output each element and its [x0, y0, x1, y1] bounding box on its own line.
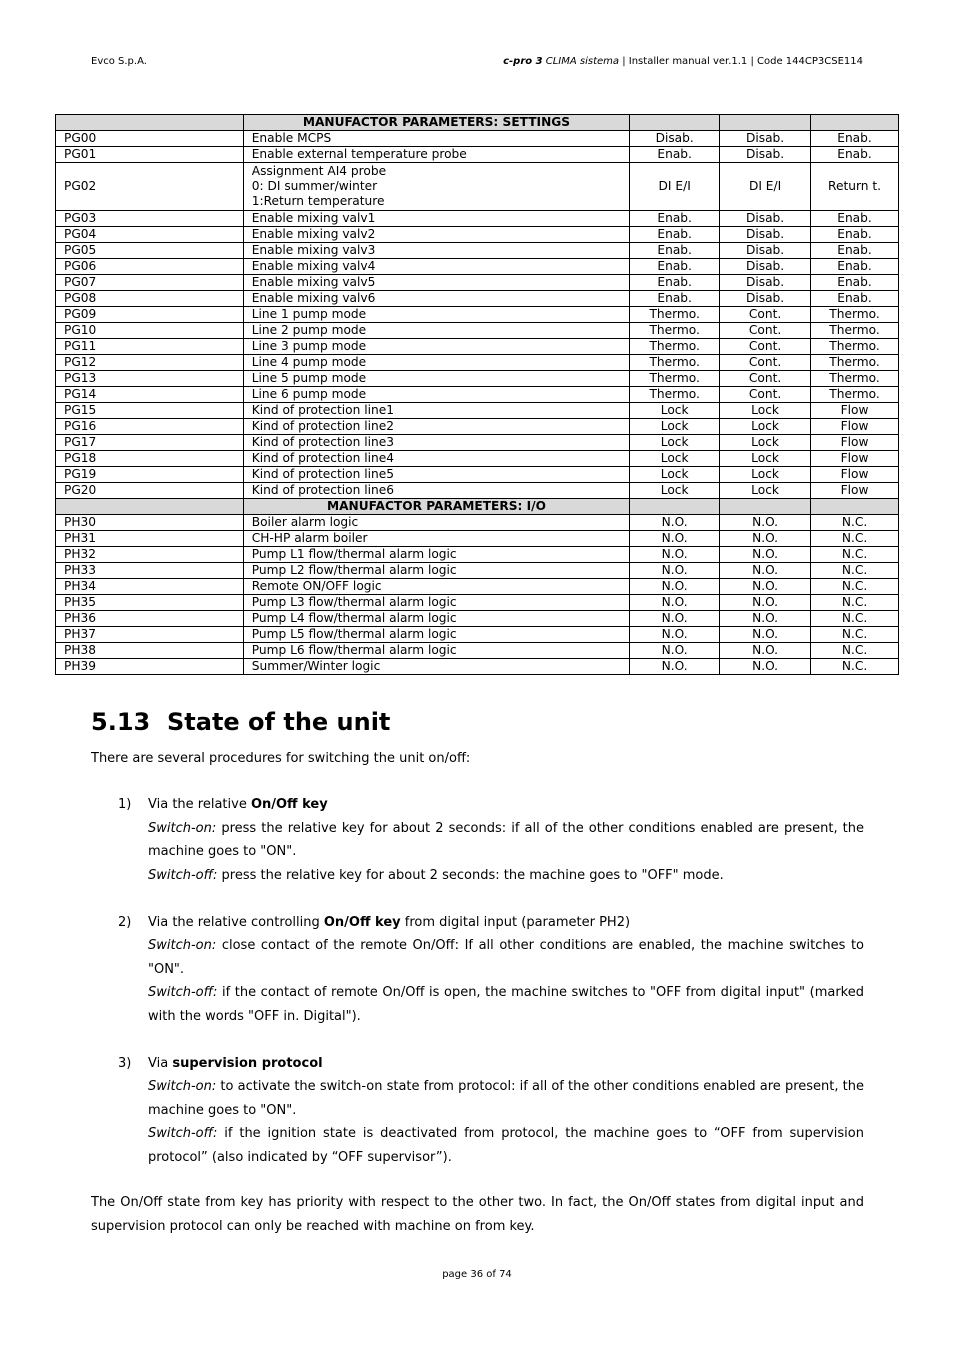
settings-section-title: MANUFACTOR PARAMETERS: SETTINGS — [243, 115, 629, 131]
param-value-b: N.O. — [720, 531, 811, 547]
header-manual-code: | Installer manual ver.1.1 | Code 144CP3CSE114 — [619, 56, 863, 67]
procedure-heading-bold: On/Off key — [250, 797, 328, 812]
param-value-c: Thermo. — [811, 387, 899, 403]
param-value-c: Thermo. — [811, 371, 899, 387]
table-row — [56, 563, 899, 579]
param-value-a: Lock — [630, 403, 720, 419]
table-row — [56, 275, 899, 291]
param-description: Kind of protection line5 — [243, 467, 629, 483]
switch-off-description — [91, 864, 864, 888]
table-row — [56, 307, 899, 323]
param-value-a: Disab. — [630, 131, 720, 147]
table-row — [56, 227, 899, 243]
param-code: PG07 — [56, 275, 244, 291]
param-value-a: DI E/I — [630, 163, 720, 211]
param-code: PH36 — [56, 611, 244, 627]
param-value-c: N.C. — [811, 643, 899, 659]
table-row — [56, 579, 899, 595]
param-value-c: Flow — [811, 467, 899, 483]
io-section-header — [56, 499, 899, 515]
param-value-c: N.C. — [811, 515, 899, 531]
param-description: Pump L5 flow/thermal alarm logic — [243, 627, 629, 643]
switch-off-text: if the ignition state is deactivated from protocol, the machine goes to “OFF from supervision protocol” (also indicated by “OFF supervisor”). — [148, 1126, 864, 1165]
switch-on-label: Switch-on: — [148, 938, 217, 953]
param-value-b: N.O. — [720, 627, 811, 643]
procedure-item — [91, 911, 864, 1029]
param-code: PH37 — [56, 627, 244, 643]
param-code: PG05 — [56, 243, 244, 259]
table-row — [56, 371, 899, 387]
param-description: Pump L6 flow/thermal alarm logic — [243, 643, 629, 659]
param-value-b: DI E/I — [720, 163, 811, 211]
procedure-item — [91, 1052, 864, 1170]
param-value-b: Lock — [720, 419, 811, 435]
table-row — [56, 339, 899, 355]
param-value-a: Lock — [630, 467, 720, 483]
param-value-a: Thermo. — [630, 339, 720, 355]
param-value-b: Cont. — [720, 371, 811, 387]
section-number: 5.13 — [91, 708, 151, 736]
param-description: Line 2 pump mode — [243, 323, 629, 339]
switch-on-text: to activate the switch-on state from protocol: if all of the other conditions enabled are present, the machine goes to "ON". — [148, 1079, 864, 1118]
param-description: Pump L4 flow/thermal alarm logic — [243, 611, 629, 627]
param-description: Line 6 pump mode — [243, 387, 629, 403]
param-code: PH34 — [56, 579, 244, 595]
param-value-b: N.O. — [720, 579, 811, 595]
section-title: State of the unit — [167, 708, 391, 736]
param-value-c: N.C. — [811, 563, 899, 579]
param-value-a: Enab. — [630, 275, 720, 291]
param-value-c: Enab. — [811, 259, 899, 275]
param-value-a: Lock — [630, 483, 720, 499]
param-description: Boiler alarm logic — [243, 515, 629, 531]
param-value-a: Enab. — [630, 259, 720, 275]
header-company: Evco S.p.A. — [91, 56, 147, 67]
param-value-a: N.O. — [630, 611, 720, 627]
param-description: Enable mixing valv3 — [243, 243, 629, 259]
param-code: PG15 — [56, 403, 244, 419]
switch-on-text: close contact of the remote On/Off: If all other conditions are enabled, the machine switches to "ON". — [148, 938, 864, 977]
switch-off-label: Switch-off: — [148, 985, 218, 1000]
param-value-a: Enab. — [630, 147, 720, 163]
procedure-heading-text: Via — [148, 1055, 173, 1071]
switch-off-text: press the relative key for about 2 seconds: the machine goes to "OFF" mode. — [217, 867, 724, 883]
param-code: PG03 — [56, 211, 244, 227]
param-value-c: Enab. — [811, 275, 899, 291]
param-value-c: Enab. — [811, 147, 899, 163]
param-code: PG04 — [56, 227, 244, 243]
table-row — [56, 323, 899, 339]
param-value-a: N.O. — [630, 643, 720, 659]
param-value-c: N.C. — [811, 659, 899, 675]
table-row — [56, 147, 899, 163]
param-value-c: Enab. — [811, 131, 899, 147]
param-code: PG12 — [56, 355, 244, 371]
table-row — [56, 643, 899, 659]
param-code: PG10 — [56, 323, 244, 339]
param-value-b: N.O. — [720, 659, 811, 675]
manufacturer-parameters-table — [55, 114, 899, 675]
procedure-heading-text: Via the relative controlling — [148, 914, 324, 930]
param-value-a: Enab. — [630, 243, 720, 259]
page-number: page 36 of 74 — [442, 1269, 512, 1280]
section-heading — [91, 708, 390, 736]
param-description: Line 1 pump mode — [243, 307, 629, 323]
param-description — [243, 163, 629, 211]
param-code: PH35 — [56, 595, 244, 611]
param-description: Kind of protection line6 — [243, 483, 629, 499]
param-value-c: N.C. — [811, 611, 899, 627]
switch-off-description — [91, 981, 864, 1028]
param-value-a: Enab. — [630, 227, 720, 243]
switch-on-label: Switch-on: — [148, 820, 217, 836]
param-value-a: N.O. — [630, 563, 720, 579]
param-description: Enable mixing valv2 — [243, 227, 629, 243]
param-value-b: Disab. — [720, 131, 811, 147]
param-value-c: Thermo. — [811, 323, 899, 339]
param-value-c: N.C. — [811, 531, 899, 547]
param-code: PG11 — [56, 339, 244, 355]
param-code: PH31 — [56, 531, 244, 547]
procedure-item — [91, 793, 864, 887]
table-row — [56, 595, 899, 611]
param-code: PG16 — [56, 419, 244, 435]
param-code: PG19 — [56, 467, 244, 483]
table-row — [56, 131, 899, 147]
param-value-b: Lock — [720, 451, 811, 467]
param-description-line: 1:Return temperature — [251, 194, 385, 208]
param-code: PG18 — [56, 451, 244, 467]
param-value-c: N.C. — [811, 595, 899, 611]
header-product-suffix: CLIMA sistema — [542, 56, 620, 67]
param-code: PH30 — [56, 515, 244, 531]
section-intro: There are several procedures for switching the unit on/off: — [91, 751, 471, 766]
param-description: Kind of protection line3 — [243, 435, 629, 451]
param-value-a: N.O. — [630, 547, 720, 563]
param-value-b: N.O. — [720, 595, 811, 611]
param-value-b: N.O. — [720, 611, 811, 627]
table-row — [56, 291, 899, 307]
param-code: PG06 — [56, 259, 244, 275]
param-description: Kind of protection line4 — [243, 451, 629, 467]
param-value-c: Enab. — [811, 211, 899, 227]
param-code: PG01 — [56, 147, 244, 163]
table-row — [56, 611, 899, 627]
table-row — [56, 451, 899, 467]
table-row — [56, 419, 899, 435]
table-row — [56, 355, 899, 371]
param-description: Summer/Winter logic — [243, 659, 629, 675]
procedure-heading — [91, 793, 864, 817]
param-value-a: N.O. — [630, 627, 720, 643]
param-description: Kind of protection line1 — [243, 403, 629, 419]
table-row — [56, 483, 899, 499]
param-value-b: Lock — [720, 483, 811, 499]
param-value-b: Disab. — [720, 227, 811, 243]
switch-on-label: Switch-on: — [148, 1079, 217, 1094]
param-description: Pump L3 flow/thermal alarm logic — [243, 595, 629, 611]
param-value-b: Cont. — [720, 339, 811, 355]
param-value-b: Lock — [720, 403, 811, 419]
procedure-heading — [91, 911, 864, 935]
param-value-c: N.C. — [811, 547, 899, 563]
switch-on-description — [91, 934, 864, 981]
param-value-b: N.O. — [720, 547, 811, 563]
param-description: Line 3 pump mode — [243, 339, 629, 355]
param-description: Enable mixing valv6 — [243, 291, 629, 307]
param-description: CH-HP alarm boiler — [243, 531, 629, 547]
header-product: c-pro 3 — [503, 56, 543, 67]
table-row — [56, 387, 899, 403]
param-code: PG13 — [56, 371, 244, 387]
switch-off-description — [91, 1122, 864, 1169]
param-value-c: Flow — [811, 403, 899, 419]
procedure-list — [91, 793, 864, 1193]
procedure-number: 3) — [118, 1055, 132, 1071]
param-value-b: Disab. — [720, 275, 811, 291]
table-row — [56, 259, 899, 275]
param-code: PG08 — [56, 291, 244, 307]
param-value-c: Thermo. — [811, 307, 899, 323]
table-row — [56, 467, 899, 483]
param-description: Enable mixing valv5 — [243, 275, 629, 291]
param-value-c: N.C. — [811, 627, 899, 643]
table-row — [56, 515, 899, 531]
settings-section-header — [56, 115, 899, 131]
param-value-b: N.O. — [720, 515, 811, 531]
param-value-a: N.O. — [630, 515, 720, 531]
param-code: PG14 — [56, 387, 244, 403]
param-value-c: Flow — [811, 451, 899, 467]
param-description: Kind of protection line2 — [243, 419, 629, 435]
param-description-line: Assignment AI4 probe — [251, 164, 387, 178]
param-value-a: Lock — [630, 451, 720, 467]
section-closing-paragraph: The On/Off state from key has priority with respect to the other two. In fact, the On/Off states from digital input and supervision protocol can only be reached with machine on from key. — [91, 1195, 864, 1234]
param-value-c: Enab. — [811, 291, 899, 307]
switch-off-label: Switch-off: — [148, 867, 218, 883]
param-value-a: Thermo. — [630, 307, 720, 323]
param-description: Enable MCPS — [243, 131, 629, 147]
procedure-heading-text: Via the relative — [148, 797, 251, 812]
param-description-line: 0: DI summer/winter — [251, 179, 378, 193]
table-row — [56, 531, 899, 547]
procedure-number: 2) — [118, 914, 132, 930]
param-code: PG17 — [56, 435, 244, 451]
param-value-b: Disab. — [720, 211, 811, 227]
param-value-c: Enab. — [811, 227, 899, 243]
param-value-a: Lock — [630, 435, 720, 451]
param-description: Enable external temperature probe — [243, 147, 629, 163]
param-code: PH33 — [56, 563, 244, 579]
table-row — [56, 435, 899, 451]
header-document-info — [503, 56, 863, 67]
param-value-a: N.O. — [630, 595, 720, 611]
param-code: PH39 — [56, 659, 244, 675]
param-code: PG20 — [56, 483, 244, 499]
param-description: Line 5 pump mode — [243, 371, 629, 387]
param-description: Pump L2 flow/thermal alarm logic — [243, 563, 629, 579]
param-value-c: N.C. — [811, 579, 899, 595]
param-value-a: N.O. — [630, 579, 720, 595]
param-code: PH32 — [56, 547, 244, 563]
param-value-a: Enab. — [630, 291, 720, 307]
param-value-b: Disab. — [720, 147, 811, 163]
table-row — [56, 243, 899, 259]
procedure-heading-suffix: from digital input (parameter PH2) — [400, 914, 631, 930]
param-code: PH38 — [56, 643, 244, 659]
param-description: Enable mixing valv4 — [243, 259, 629, 275]
param-value-b: Cont. — [720, 307, 811, 323]
param-code: PG00 — [56, 131, 244, 147]
io-section-title: MANUFACTOR PARAMETERS: I/O — [243, 499, 629, 515]
param-description: Line 4 pump mode — [243, 355, 629, 371]
table-row — [56, 403, 899, 419]
param-value-a: Enab. — [630, 211, 720, 227]
param-value-a: Thermo. — [630, 387, 720, 403]
param-value-a: Lock — [630, 419, 720, 435]
param-value-b: N.O. — [720, 563, 811, 579]
param-value-b: N.O. — [720, 643, 811, 659]
param-value-c: Thermo. — [811, 339, 899, 355]
param-description: Enable mixing valv1 — [243, 211, 629, 227]
param-code: PG02 — [56, 163, 244, 211]
param-value-a: N.O. — [630, 531, 720, 547]
param-value-c: Thermo. — [811, 355, 899, 371]
table-row — [56, 547, 899, 563]
switch-on-description — [91, 1075, 864, 1122]
param-value-b: Disab. — [720, 259, 811, 275]
table-row — [56, 627, 899, 643]
param-value-c: Enab. — [811, 243, 899, 259]
param-value-b: Cont. — [720, 355, 811, 371]
param-value-c: Flow — [811, 419, 899, 435]
switch-off-label: Switch-off: — [148, 1126, 218, 1141]
param-value-b: Cont. — [720, 387, 811, 403]
procedure-heading-bold: On/Off key — [323, 914, 401, 930]
param-code: PG09 — [56, 307, 244, 323]
param-value-b: Lock — [720, 467, 811, 483]
procedure-number: 1) — [118, 797, 132, 812]
param-value-c: Return t. — [811, 163, 899, 211]
param-value-c: Flow — [811, 483, 899, 499]
switch-on-text: press the relative key for about 2 seconds: if all of the other conditions enabled are present, the machine goes to "ON". — [148, 820, 864, 859]
switch-off-text: if the contact of remote On/Off is open, the machine switches to "OFF from digital input" (marked with the words "OFF in. Digital"). — [148, 985, 864, 1024]
param-description: Pump L1 flow/thermal alarm logic — [243, 547, 629, 563]
param-value-a: Thermo. — [630, 371, 720, 387]
param-value-b: Disab. — [720, 243, 811, 259]
param-value-a: Thermo. — [630, 323, 720, 339]
procedure-heading — [91, 1052, 864, 1076]
param-value-b: Lock — [720, 435, 811, 451]
table-row — [56, 163, 899, 211]
param-value-b: Disab. — [720, 291, 811, 307]
table-row — [56, 659, 899, 675]
param-value-b: Cont. — [720, 323, 811, 339]
param-value-c: Flow — [811, 435, 899, 451]
param-description: Remote ON/OFF logic — [243, 579, 629, 595]
param-value-a: Thermo. — [630, 355, 720, 371]
param-value-a: N.O. — [630, 659, 720, 675]
table-row — [56, 211, 899, 227]
switch-on-description — [91, 817, 864, 864]
procedure-heading-bold: supervision protocol — [172, 1055, 323, 1071]
